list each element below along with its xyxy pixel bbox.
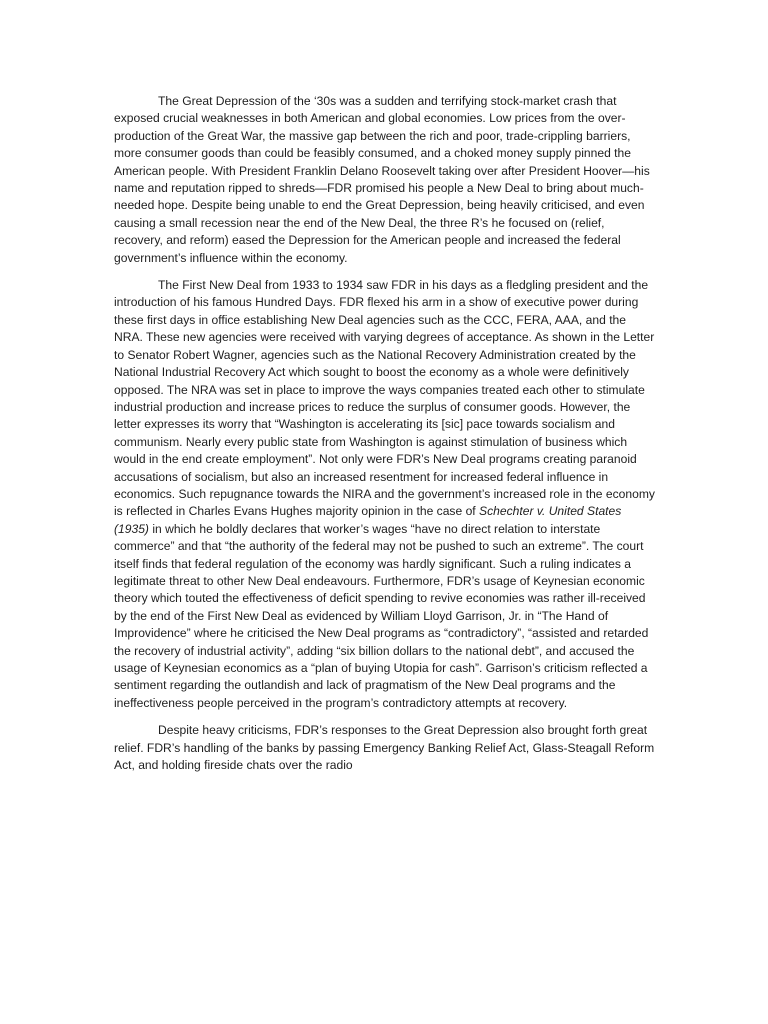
paragraph-text: The First New Deal from 1933 to 1934 saw FDR in his days as a fledgling president and the introduction of his famous Hundred Days. FDR flexed his arm in a show of executive power during these first days in office establishing New Deal agencies such as the CCC, FERA, AAA, and the NRA. These new agencies were received with varying degrees of acceptance. As shown in the Letter to Senator Robert Wagner, agencies such as the National Recovery Administration created by the National Industrial Recovery Act which sought to boost the economy as a whole were definitively opposed. The NRA was set in place to improve the ways companies treated each other to stimulate industrial production and increase prices to reduce the surplus of consumer goods. However, the letter expresses its worry that “Washington is accelerating its [sic] pace towards socialism and communism. Nearly every public state from Washington is against stimulation of business which would in the end create employment”. Not only were FDR’s New Deal programs creating paranoid accusations of socialism, but also an increased resentment for increased federal influence in economics. Such repugnance towards the NIRA and the government’s increased role in the economy is reflected in Charles Evans Hughes majority opinion in the case of bbox=[114, 278, 655, 519]
paragraph-text: in which he boldly declares that worker’s wages “have no direct relation to interstate commerce” and that “the authority of the federal may not be pushed to such an extreme”. The court itself finds that federal regulation of the economy was hardly significant. Such a ruling indicates a legitimate threat to other New Deal endeavours. Furthermore, FDR’s usage of Keynesian economic theory which touted the effectiveness of deficit spending to revive economies was rather ill-received by the end of the First New Deal as evidenced by William Lloyd Garrison, Jr. in “The Hand of Improvidence” where he criticised the New Deal programs as “contradictory”, “assisted and retarded the recovery of industrial activity”, adding “six billion dollars to the national debt”, and accused the usage of Keynesian economics as a “plan of buying Utopia for cash”. Garrison’s criticism reflected a sentiment regarding the outlandish and lack of pragmatism of the New Deal programs and the ineffectiveness people perceived in the program’s contradictory attempts at recovery. bbox=[114, 521, 649, 710]
paragraph-relief bbox=[114, 722, 656, 774]
paragraph-intro bbox=[114, 93, 656, 267]
paragraph-text: The Great Depression of the ‘30s was a sudden and terrifying stock-market crash that exposed crucial weaknesses in both American and global economies. Low prices from the over-production of the Great War, the massive gap between the rich and poor, trade-crippling barriers, more consumer goods than could be feasibly consumed, and a choked money supply pinned the American people. With President Franklin Delano Roosevelt taking over after President Hoover—his name and reputation ripped to shreds—FDR promised his people a New Deal to bring about much-needed hope. Despite being unable to end the Great Depression, being heavily criticised, and even causing a small recession near the end of the New Deal, the three R’s he focused on (relief, recovery, and reform) eased the Depression for the American people and increased the federal government’s influence within the economy. bbox=[114, 94, 650, 265]
case-citation: Schechter v. United States (1935) bbox=[114, 504, 622, 536]
document-page bbox=[114, 93, 656, 784]
paragraph-first-new-deal bbox=[114, 277, 656, 712]
paragraph-text: Despite heavy criticisms, FDR’s responses to the Great Depression also brought forth great relief. FDR’s handling of the banks by passing Emergency Banking Relief Act, Glass-Steagall Reform Act, and holding fireside chats over the radio bbox=[114, 723, 655, 773]
